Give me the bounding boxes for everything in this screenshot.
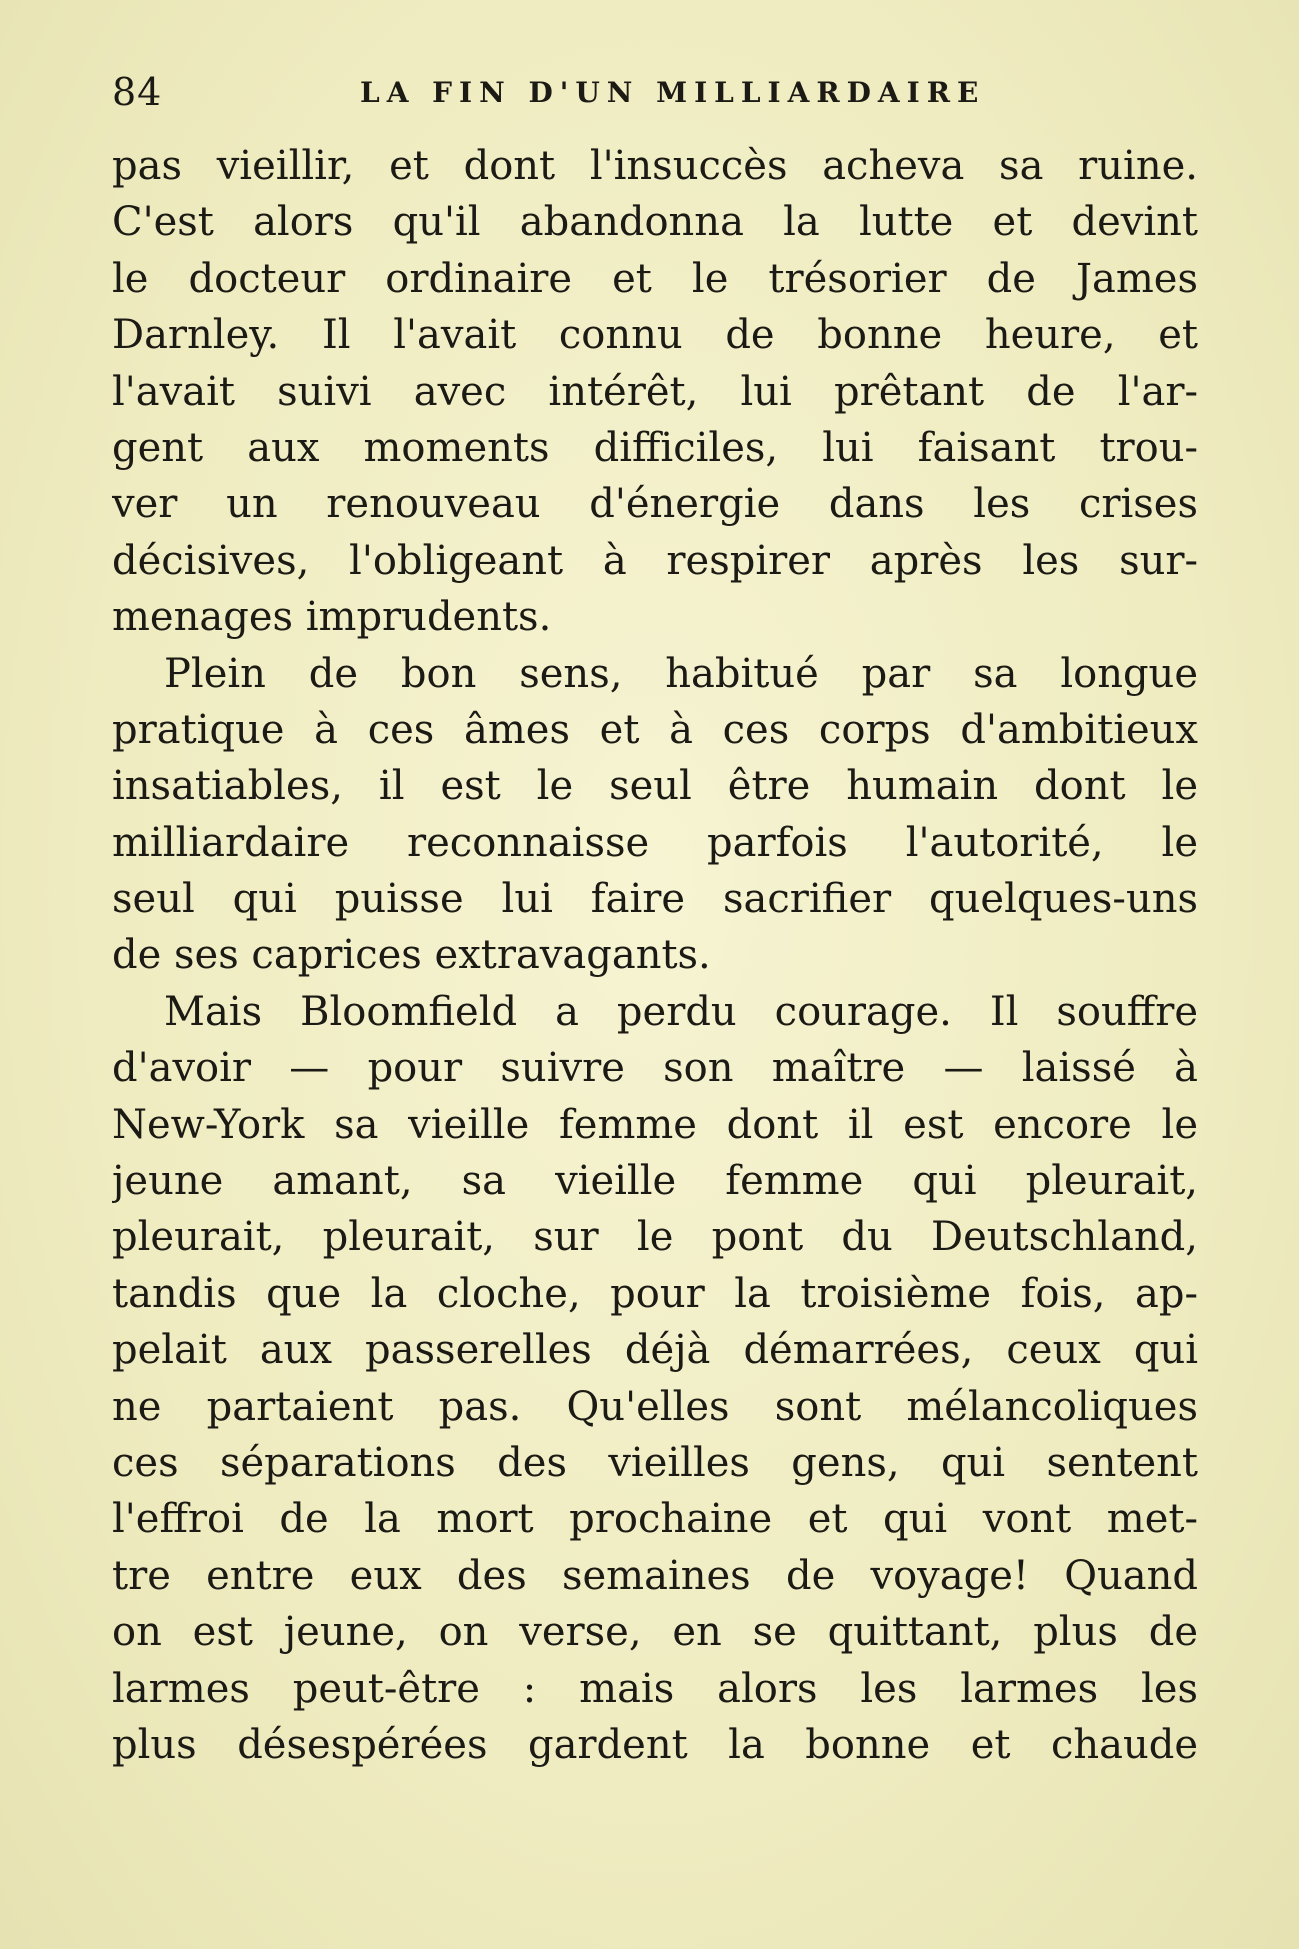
text-line: C'est alors qu'il abandonna la lutte et devint bbox=[112, 199, 1198, 246]
text-line: ne partaient pas. Qu'elles sont mélancoliques bbox=[112, 1383, 1198, 1430]
text-line: de ses caprices extravagants. bbox=[112, 932, 711, 979]
text-line: on est jeune, on verse, en se quittant, plus de bbox=[112, 1609, 1198, 1656]
text-line: ces séparations des vieilles gens, qui sentent bbox=[112, 1439, 1198, 1486]
text-line: d'avoir — pour suivre son maître — laissé à bbox=[112, 1045, 1198, 1092]
body-text bbox=[112, 138, 1198, 1773]
text-line: Mais Bloomfield a perdu courage. Il souffre bbox=[164, 988, 1198, 1035]
text-line: décisives, l'obligeant à respirer après les sur- bbox=[112, 537, 1198, 584]
page-number: 84 bbox=[112, 70, 163, 114]
text-line: pas vieillir, et dont l'insuccès acheva sa ruine. bbox=[112, 143, 1198, 189]
text-line: ver un renouveau d'énergie dans les crises bbox=[112, 481, 1198, 528]
page-header bbox=[112, 70, 1192, 118]
text-line: insatiables, il est le seul être humain dont le bbox=[112, 763, 1198, 810]
text-line: Plein de bon sens, habitué par sa longue bbox=[164, 650, 1198, 697]
running-title: LA FIN D'UN MILLIARDAIRE bbox=[360, 76, 986, 109]
text-line: pelait aux passerelles déjà démarrées, ceux qui bbox=[112, 1327, 1198, 1374]
text-line: jeune amant, sa vieille femme qui pleurait, bbox=[112, 1158, 1198, 1205]
text-line: plus désespérées gardent la bonne et chaude bbox=[112, 1721, 1198, 1768]
text-line: pleurait, pleurait, sur le pont du Deutschland, bbox=[112, 1214, 1198, 1261]
text-line: Darnley. Il l'avait connu de bonne heure, et bbox=[112, 312, 1198, 359]
text-line: New-York sa vieille femme dont il est encore le bbox=[112, 1101, 1198, 1148]
text-line: le docteur ordinaire et le trésorier de James bbox=[112, 255, 1198, 302]
text-line: l'effroi de la mort prochaine et qui vont met- bbox=[112, 1496, 1198, 1543]
text-line: tre entre eux des semaines de voyage! Quand bbox=[112, 1552, 1198, 1599]
text-line: larmes peut-être : mais alors les larmes les bbox=[112, 1665, 1198, 1712]
text-line: l'avait suivi avec intérêt, lui prêtant de l'ar- bbox=[112, 368, 1198, 415]
text-line: seul qui puisse lui faire sacrifier quelques-uns bbox=[112, 876, 1198, 923]
text-line: gent aux moments difficiles, lui faisant trou- bbox=[112, 424, 1198, 471]
text-line: menages imprudents. bbox=[112, 594, 552, 641]
text-line: pratique à ces âmes et à ces corps d'ambitieux bbox=[112, 706, 1198, 753]
text-line: milliardaire reconnaisse parfois l'autorité, le bbox=[112, 819, 1198, 866]
text-line: tandis que la cloche, pour la troisième fois, ap- bbox=[112, 1270, 1198, 1317]
